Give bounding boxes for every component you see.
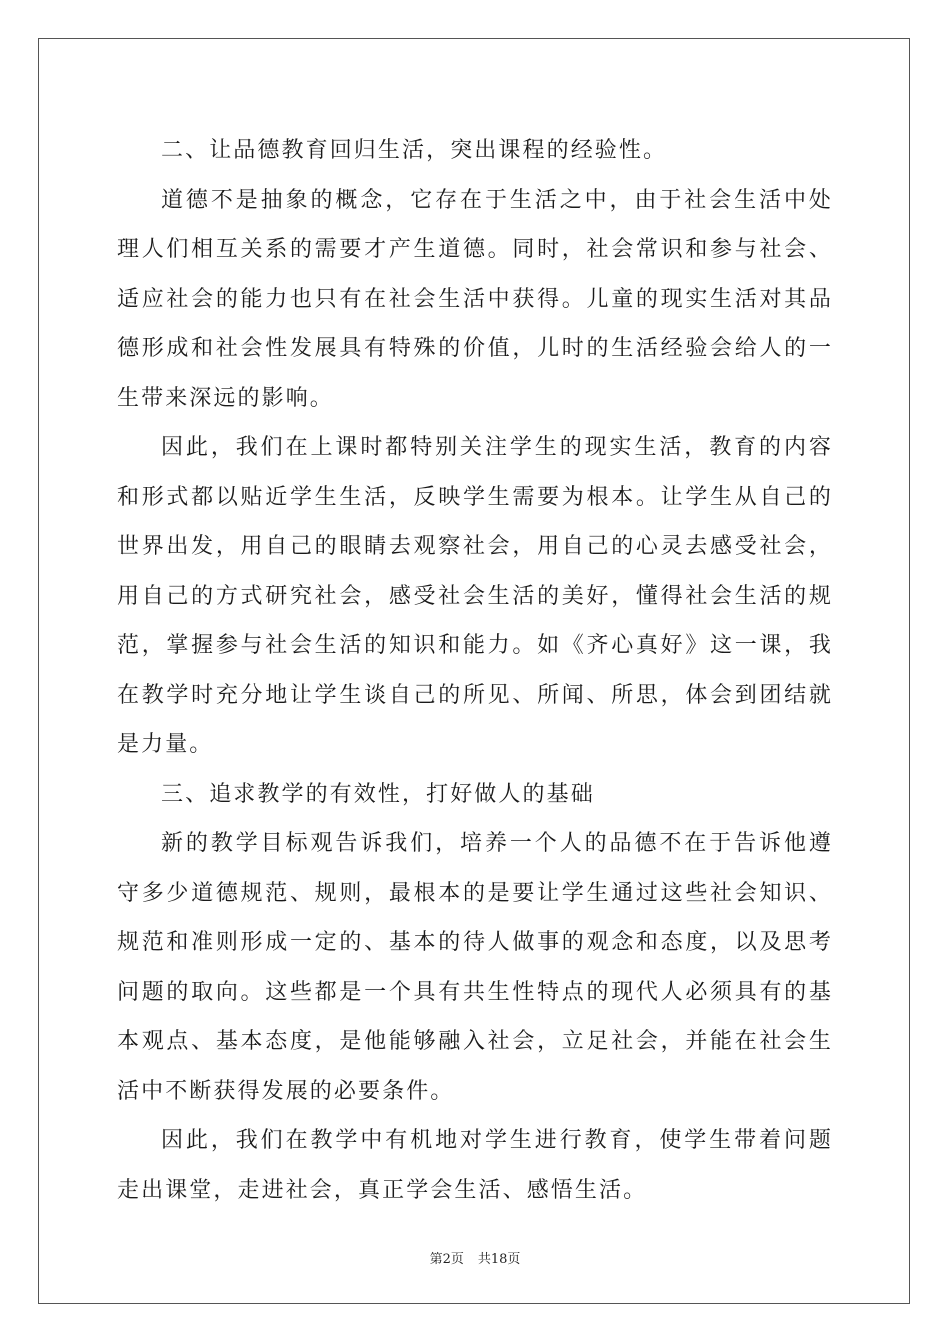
page-footer <box>0 1248 950 1267</box>
paragraph: 因此，我们在上课时都特别关注学生的现实生活，教育的内容和形式都以贴近学生生活，反映学生需要为根本。让学生从自己的世界出发，用自己的眼睛去观察社会，用自己的心灵去感受社会，用自己的方式研究社会，感受社会生活的美好，懂得社会生活的规范，掌握参与社会生活的知识和能力。如《齐心真好》这一课，我在教学时充分地让学生谈自己的所见、所闻、所思，体会到团结就是力量。 <box>117 435 833 757</box>
section-heading-3: 三、追求教学的有效性，打好做人的基础 <box>161 781 595 807</box>
paragraph: 因此，我们在教学中有机地对学生进行教育，使学生带着问题走出课堂，走进社会，真正学会生活、感悟生活。 <box>117 1128 833 1203</box>
paragraph: 新的教学目标观告诉我们，培养一个人的品德不在于告诉他遵守多少道德规范、规则，最根本的是要让学生通过这些社会知识、规范和准则形成一定的、基本的待人做事的观念和态度，以及思考问题的取向。这些都是一个具有共生性特点的现代人必须具有的基本观点、基本态度，是他能够融入社会，立足社会，并能在社会生活中不断获得发展的必要条件。 <box>117 831 833 1104</box>
page-total: 共18页 <box>477 1252 521 1267</box>
paragraph: 道德不是抽象的概念，它存在于生活之中，由于社会生活中处理人们相互关系的需要才产生道德。同时，社会常识和参与社会、适应社会的能力也只有在社会生活中获得。儿童的现实生活对其品德形成和社会性发展具有特殊的价值，儿时的生活经验会给人的一生带来深远的影响。 <box>117 187 833 411</box>
section-heading-2: 二、让品德教育回归生活，突出课程的经验性。 <box>161 138 668 163</box>
page-number: 第2页 <box>429 1252 464 1267</box>
document-body <box>117 126 833 1215</box>
